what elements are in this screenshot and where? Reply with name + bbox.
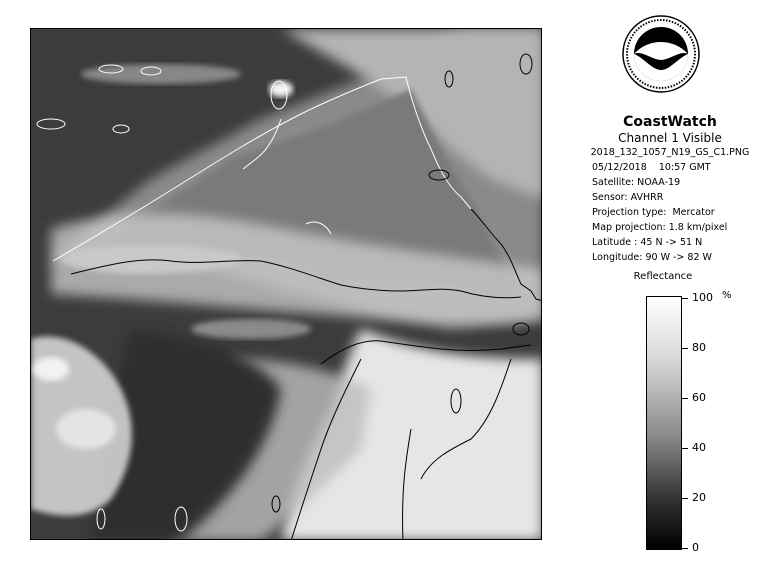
- colorbar-tick: [682, 348, 688, 349]
- image-datetime: 05/12/2018 10:57 GMT: [592, 162, 711, 173]
- projection-type: Projection type: Mercator: [592, 207, 715, 218]
- colorbar-tick-label: 40: [692, 441, 706, 454]
- colorbar-unit: %: [722, 290, 732, 301]
- channel-subtitle: Channel 1 Visible: [618, 131, 722, 145]
- noaa-logo-text: NOAA: [647, 45, 675, 55]
- colorbar-tick: [682, 548, 688, 549]
- colorbar-tick-label: 80: [692, 341, 706, 354]
- noaa-seal-icon: [620, 10, 702, 106]
- colorbar-tick-label: 0: [692, 541, 699, 554]
- image-filename: 2018_132_1057_N19_GS_C1.PNG: [590, 147, 750, 158]
- reflectance-colorbar: [646, 296, 682, 550]
- sensor-info: Sensor: AVHRR: [592, 192, 664, 203]
- colorbar-tick-label: 20: [692, 491, 706, 504]
- colorbar-tick: [682, 498, 688, 499]
- satellite-imagery-svg: [31, 29, 542, 540]
- map-projection: Map projection: 1.8 km/pixel: [592, 222, 728, 233]
- colorbar-tick-label: 100: [692, 291, 713, 304]
- longitude-range: Longitude: 90 W -> 82 W: [592, 252, 712, 263]
- noaa-logo: [620, 10, 702, 106]
- latitude-range: Latitude : 45 N -> 51 N: [592, 237, 703, 248]
- colorbar-label: Reflectance: [633, 271, 693, 282]
- colorbar-tick-label: 60: [692, 391, 706, 404]
- satellite-image: [30, 28, 542, 540]
- colorbar-tick: [682, 398, 688, 399]
- satellite-info: Satellite: NOAA-19: [592, 177, 681, 188]
- colorbar-tick: [682, 448, 688, 449]
- colorbar-tick: [682, 298, 688, 299]
- app-title: CoastWatch: [623, 114, 717, 130]
